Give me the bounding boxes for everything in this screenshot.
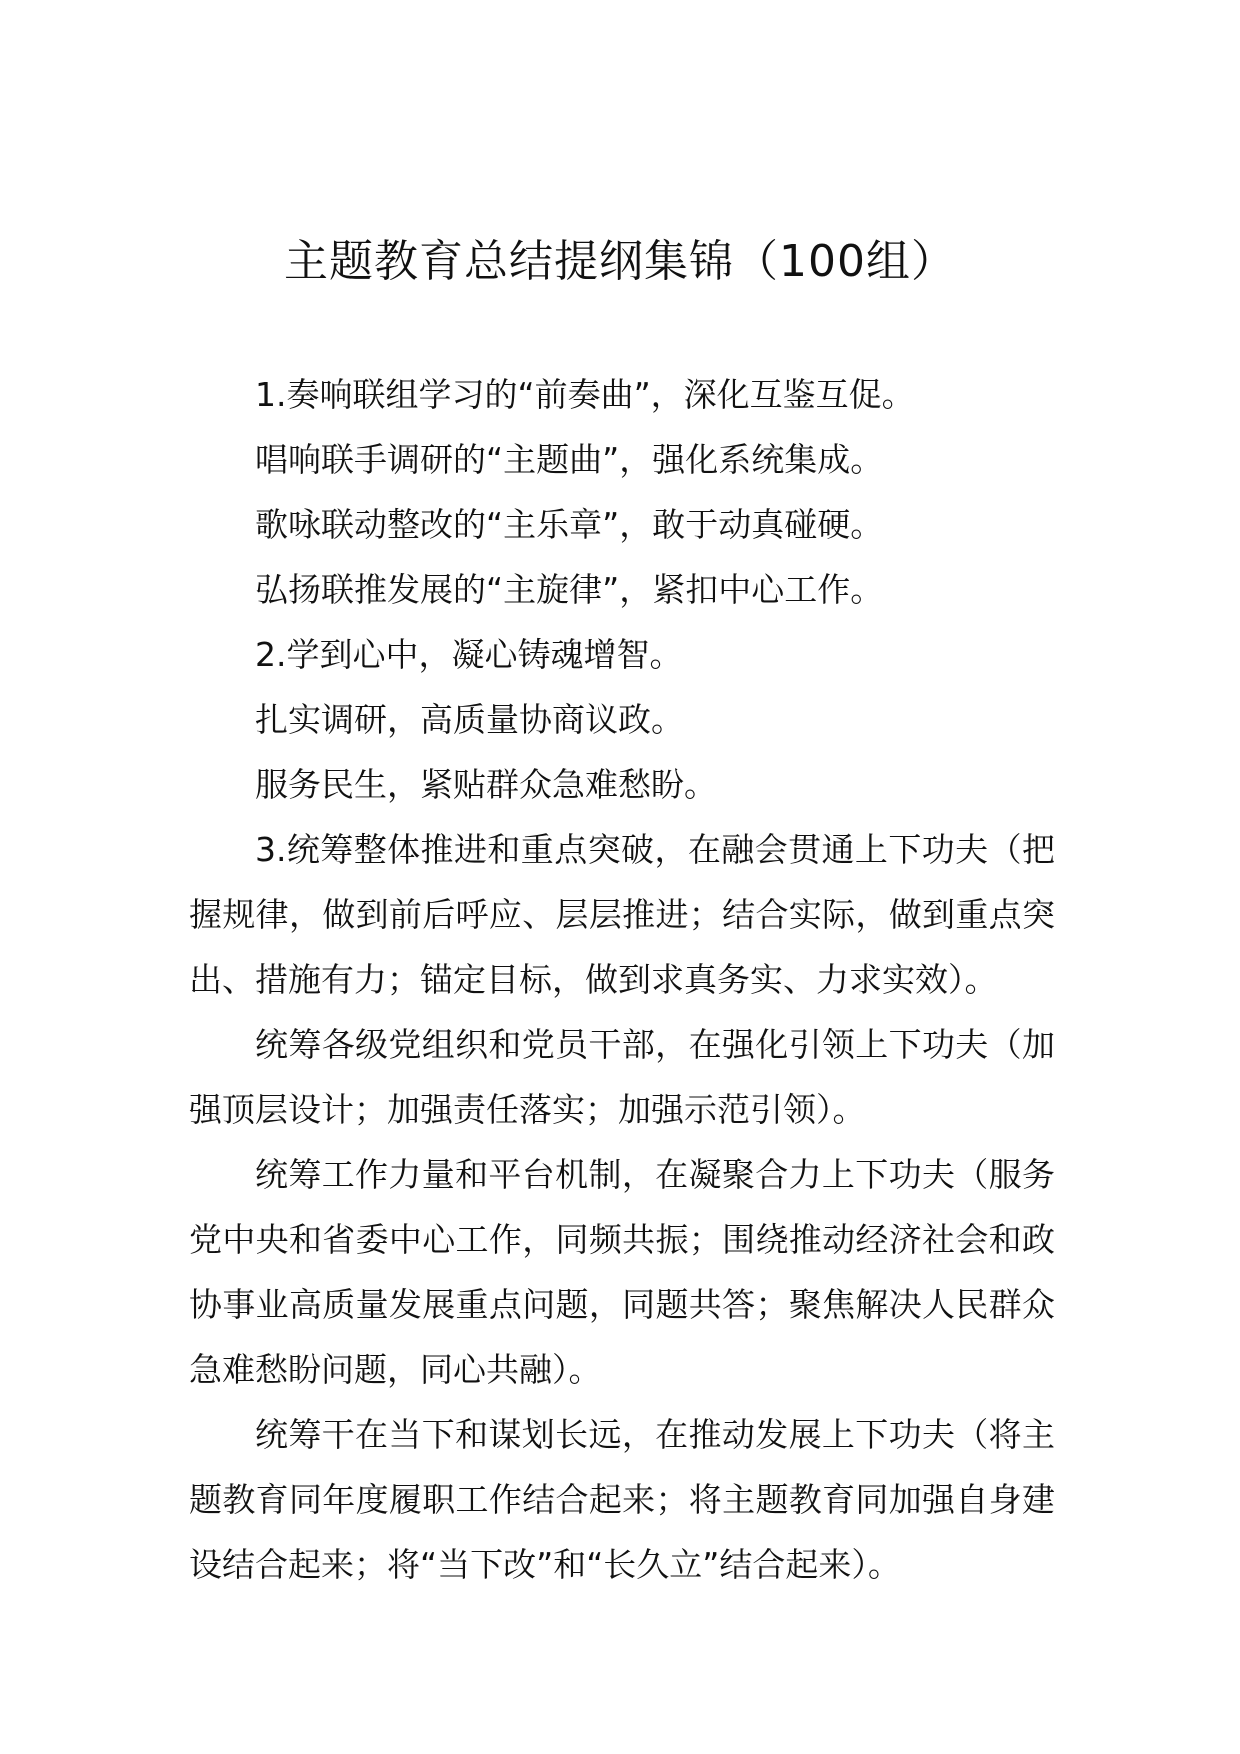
paragraph: 统筹各级党组织和党员干部，在强化引领上下功夫（加强顶层设计；加强责任落实；加强示范引领）。 xyxy=(189,1025,1055,1129)
document-title: 主题教育总结提纲集锦（100组） xyxy=(284,236,956,287)
document-body xyxy=(189,362,1055,1597)
paragraph: 唱响联手调研的“主题曲”，强化系统集成。 xyxy=(255,440,884,479)
paragraph: 统筹工作力量和平台机制，在凝聚合力上下功夫（服务党中央和省委中心工作，同频共振；围绕推动经济社会和政协事业高质量发展重点问题，同题共答；聚焦解决人民群众急难愁盼问题，同心共融）。 xyxy=(189,1155,1055,1389)
paragraph: 弘扬联推发展的“主旋律”，紧扣中心工作。 xyxy=(255,570,884,609)
paragraph: 3.统筹整体推进和重点突破，在融会贯通上下功夫（把握规律，做到前后呼应、层层推进；结合实际，做到重点突出、措施有力；锚定目标，做到求真务实、力求实效）。 xyxy=(189,830,1055,999)
paragraph: 2.学到心中，凝心铸魂增智。 xyxy=(255,635,683,674)
paragraph: 1.奏响联组学习的“前奏曲”，深化互鉴互促。 xyxy=(255,375,915,414)
paragraph: 歌咏联动整改的“主乐章”，敢于动真碰硬。 xyxy=(255,505,884,544)
paragraph: 扎实调研，高质量协商议政。 xyxy=(255,700,684,739)
paragraph: 统筹干在当下和谋划长远，在推动发展上下功夫（将主题教育同年度履职工作结合起来；将主题教育同加强自身建设结合起来；将“当下改”和“长久立”结合起来）。 xyxy=(189,1415,1055,1584)
paragraph: 服务民生，紧贴群众急难愁盼。 xyxy=(255,765,717,804)
